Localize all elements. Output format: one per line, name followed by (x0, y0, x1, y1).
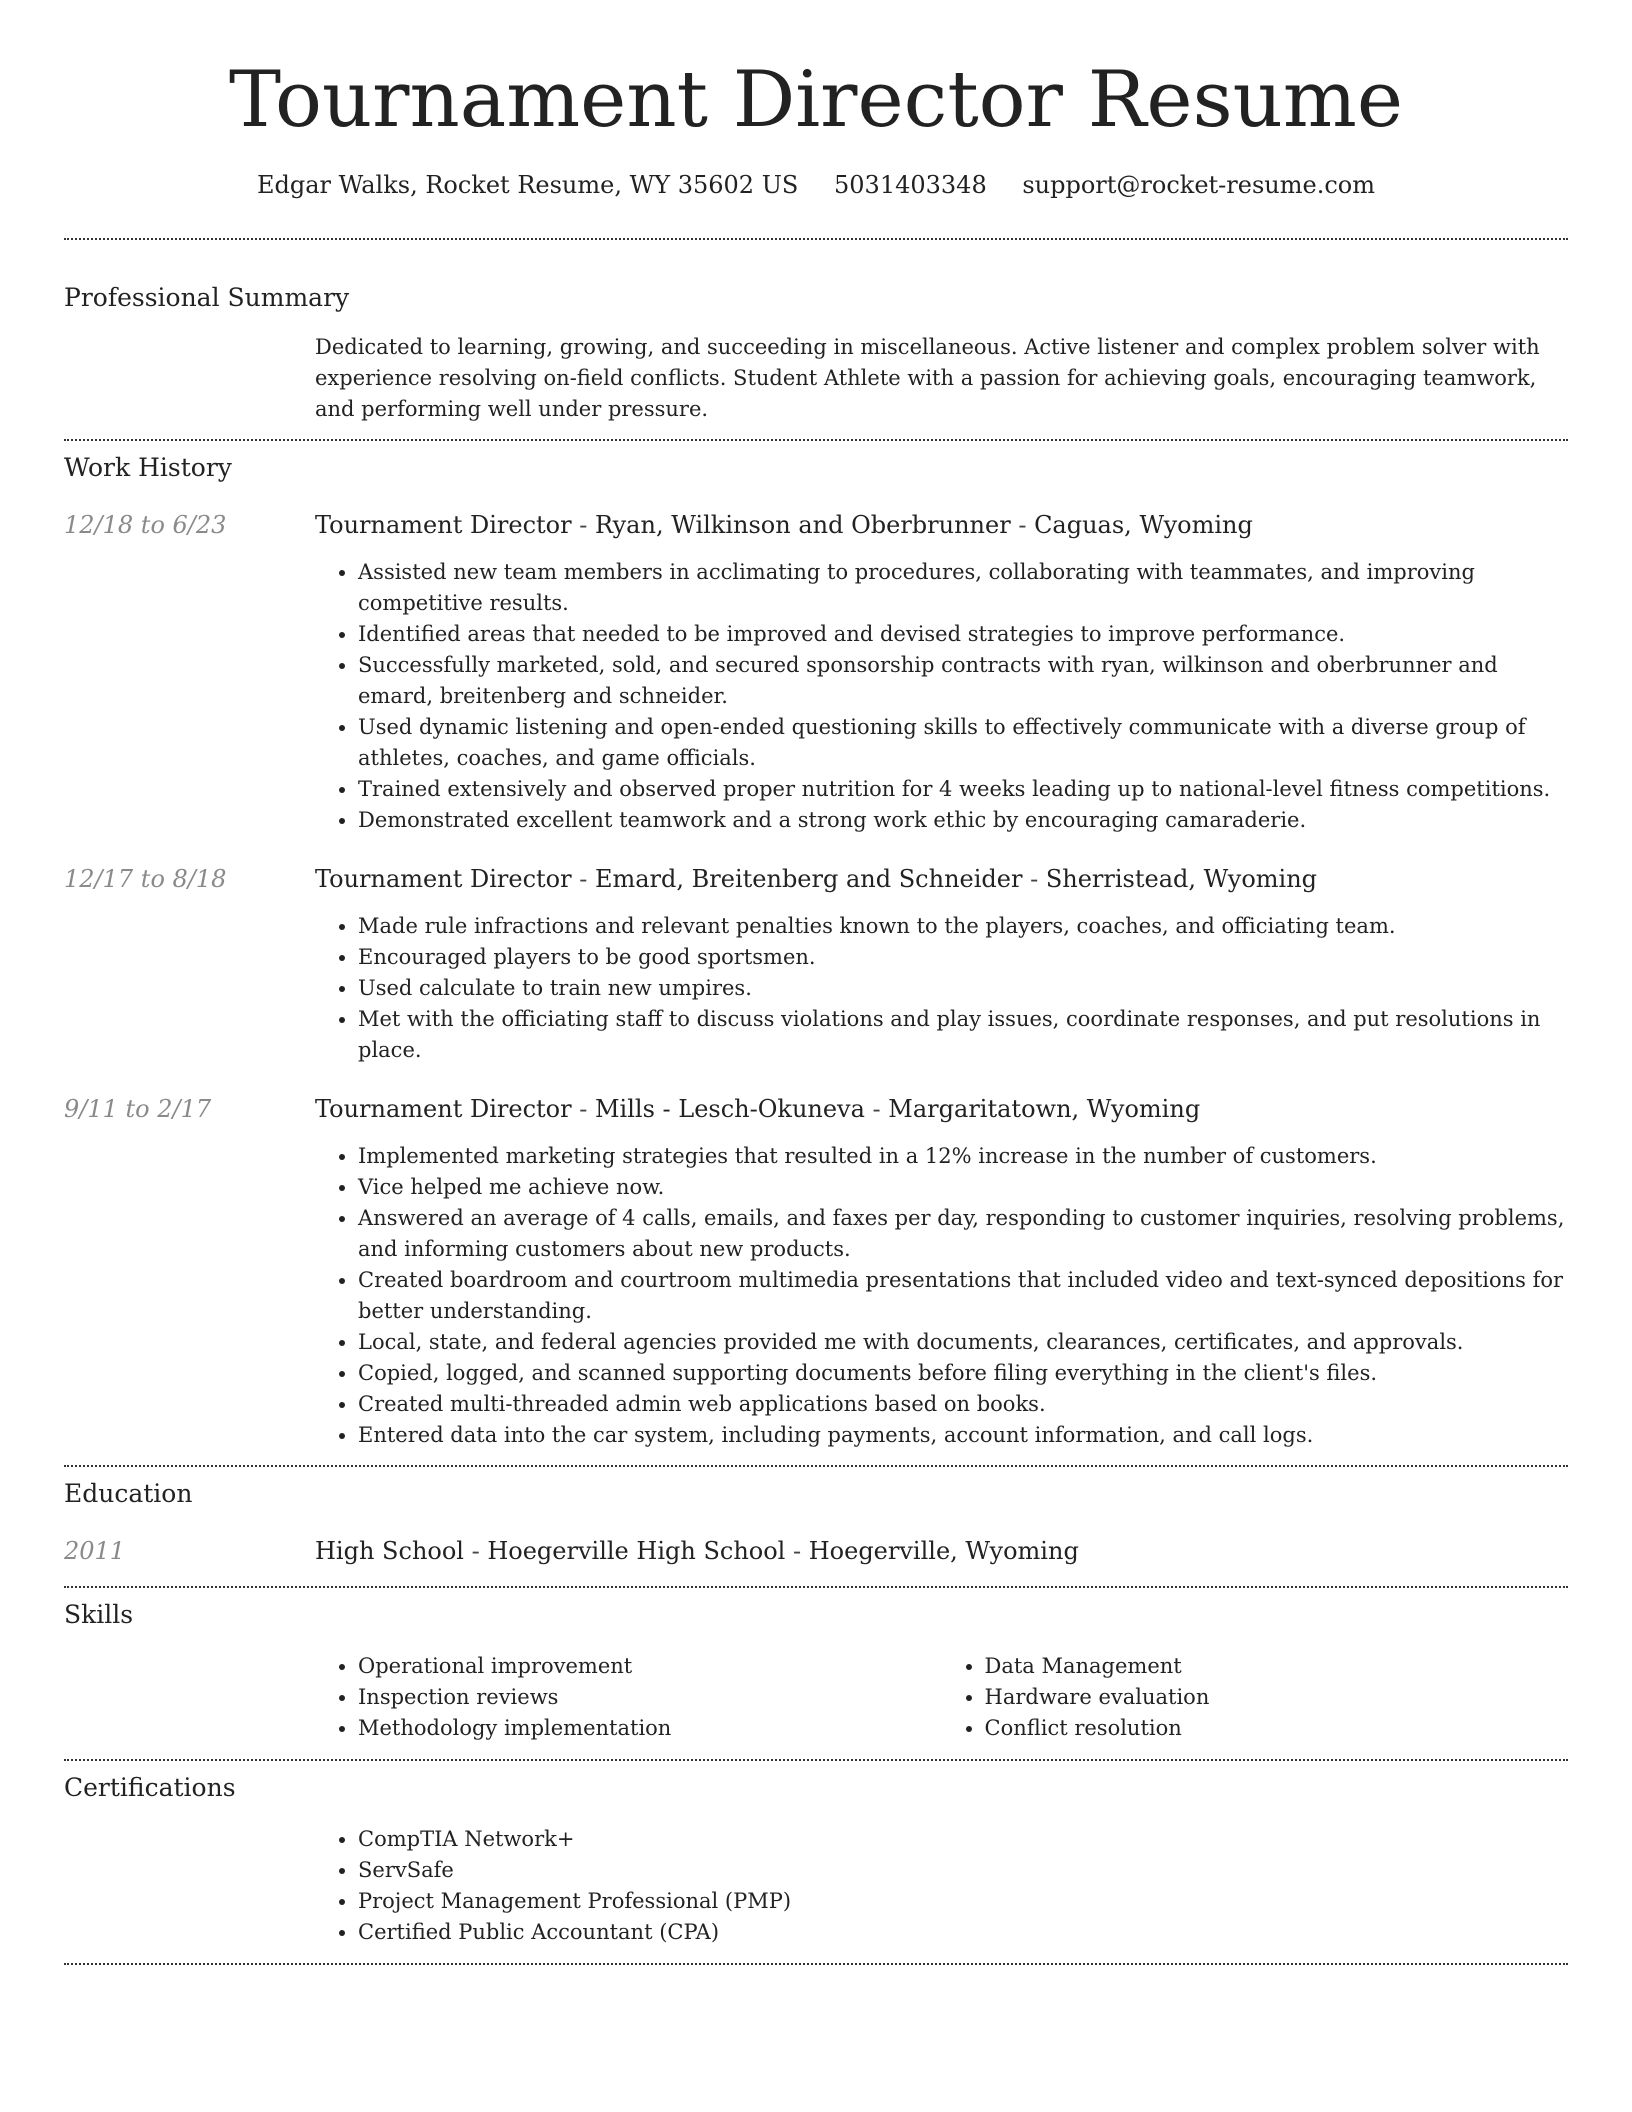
job-title: Tournament Director (315, 1095, 572, 1123)
job-company: Ryan, Wilkinson and Oberbrunner (594, 511, 1011, 539)
education-entry (64, 1534, 1568, 1568)
job-location: Caguas, Wyoming (1034, 511, 1253, 539)
section-heading-certifications: Certifications (64, 1773, 236, 1802)
certifications-section (64, 1771, 1568, 1948)
separator: - (864, 1095, 889, 1123)
job-bullets (315, 1141, 1568, 1451)
job-location: Sherristead, Wyoming (1045, 865, 1318, 893)
bullet-item: • Made rule infractions and relevant penalties known to the players, coaches, and officiating team. (358, 911, 1568, 942)
job-dates: 9/11 to 2/17 (64, 1095, 212, 1123)
separator: - (571, 1095, 595, 1123)
job-dates: 12/18 to 6/23 (64, 511, 227, 539)
work-section (64, 451, 1568, 1451)
separator: - (785, 1537, 809, 1565)
job-entry (64, 1092, 1568, 1451)
contact-line (64, 168, 1568, 202)
job-title: Tournament Director (315, 865, 572, 893)
page-title: Tournament Director Resume (229, 55, 1403, 145)
certifications-list (315, 1824, 1568, 1948)
education-section (64, 1477, 1568, 1568)
job-location: Margaritatown, Wyoming (888, 1095, 1201, 1123)
education-heading (315, 1534, 1568, 1568)
job-company: Mills - Lesch-Okuneva (594, 1095, 865, 1123)
skill-item: • Methodology implementation (358, 1713, 942, 1744)
skill-item: • Inspection reviews (358, 1682, 942, 1713)
bullet-item: • Used dynamic listening and open-ended questioning skills to effectively communicate with a diverse group of athletes, coaches, and game officials. (358, 712, 1568, 774)
bullet-item: • Used calculate to train new umpires. (358, 973, 1568, 1004)
section-heading-skills: Skills (64, 1600, 134, 1629)
skill-item: • Hardware evaluation (985, 1682, 1569, 1713)
job-heading (315, 862, 1568, 896)
education-degree: High School (315, 1537, 464, 1565)
contact-email: support@rocket-resume.com (1022, 171, 1375, 199)
section-heading-summary: Professional Summary (64, 283, 350, 312)
job-dates: 12/17 to 8/18 (64, 865, 227, 893)
bullet-item: • Local, state, and federal agencies provided me with documents, clearances, certificates, and approvals. (358, 1327, 1568, 1358)
job-company: Emard, Breitenberg and Schneider (594, 865, 1023, 893)
education-year: 2011 (64, 1537, 126, 1565)
skills-list-left (315, 1651, 942, 1744)
bullet-item: • Vice helped me achieve now. (358, 1172, 1568, 1203)
skills-list-right (942, 1651, 1569, 1744)
separator: - (571, 865, 595, 893)
bullet-item: • Demonstrated excellent teamwork and a strong work ethic by encouraging camaraderie. (358, 805, 1568, 836)
job-bullets (315, 911, 1568, 1066)
summary-section (64, 281, 1568, 425)
contact-phone: 5031403348 (834, 171, 987, 199)
skills-grid (315, 1651, 1568, 1744)
job-heading (315, 1092, 1568, 1126)
separator: - (571, 511, 595, 539)
bullet-item: • Copied, logged, and scanned supporting documents before filing everything in the client's files. (358, 1358, 1568, 1389)
job-title: Tournament Director (315, 511, 572, 539)
education-location: Hoegerville, Wyoming (808, 1537, 1079, 1565)
bullet-item: • Implemented marketing strategies that resulted in a 12% increase in the number of customers. (358, 1141, 1568, 1172)
separator: - (1022, 865, 1046, 893)
summary-text: Dedicated to learning, growing, and succeeding in miscellaneous. Active listener and complex problem solver with experience resolving on-field conflicts. Student Athlete with a passion for achieving goals, encouraging teamwork, and performing well under pressure. (315, 335, 1540, 421)
bullet-item: • Encouraged players to be good sportsmen. (358, 942, 1568, 973)
section-heading-work: Work History (64, 453, 232, 482)
certification-item: • Certified Public Accountant (CPA) (358, 1917, 1568, 1948)
bullet-item: • Created multi-threaded admin web applications based on books. (358, 1389, 1568, 1420)
skills-section (64, 1598, 1568, 1744)
separator: - (1010, 511, 1035, 539)
skill-item: • Operational improvement (358, 1651, 942, 1682)
bullet-item: • Answered an average of 4 calls, emails, and faxes per day, responding to customer inquiries, resolving problems, and informing customers about new products. (358, 1203, 1568, 1265)
job-heading (315, 508, 1568, 542)
divider (64, 439, 1568, 441)
certification-item: • CompTIA Network+ (358, 1824, 1568, 1855)
bullet-item: • Identified areas that needed to be improved and devised strategies to improve performance. (358, 619, 1568, 650)
divider (64, 238, 1568, 240)
resume-page (64, 0, 1568, 1965)
education-school: Hoegerville High School (487, 1537, 786, 1565)
bullet-item: • Assisted new team members in acclimating to procedures, collaborating with teammates, and improving competitive results. (358, 557, 1568, 619)
bullet-item: • Entered data into the car system, including payments, account information, and call logs. (358, 1420, 1568, 1451)
skill-item: • Conflict resolution (985, 1713, 1569, 1744)
bullet-item: • Trained extensively and observed proper nutrition for 4 weeks leading up to national-level fitness competitions. (358, 774, 1568, 805)
section-heading-education: Education (64, 1479, 193, 1508)
contact-address: Edgar Walks, Rocket Resume, WY 35602 US (257, 171, 799, 199)
divider (64, 1759, 1568, 1761)
certification-item: • ServSafe (358, 1855, 1568, 1886)
job-bullets (315, 557, 1568, 836)
certification-item: • Project Management Professional (PMP) (358, 1886, 1568, 1917)
job-entry (64, 508, 1568, 836)
bullet-item: • Created boardroom and courtroom multimedia presentations that included video and text-synced depositions for better understanding. (358, 1265, 1568, 1327)
job-entry (64, 862, 1568, 1066)
skill-item: • Data Management (985, 1651, 1569, 1682)
separator: - (463, 1537, 488, 1565)
divider (64, 1465, 1568, 1467)
bullet-item: • Successfully marketed, sold, and secured sponsorship contracts with ryan, wilkinson and oberbrunner and emard, breitenberg and schneider. (358, 650, 1568, 712)
certifications-list-wrap (315, 1824, 1568, 1948)
bullet-item: • Met with the officiating staff to discuss violations and play issues, coordinate responses, and put resolutions in place. (358, 1004, 1568, 1066)
divider (64, 1586, 1568, 1588)
divider (64, 1963, 1568, 1965)
